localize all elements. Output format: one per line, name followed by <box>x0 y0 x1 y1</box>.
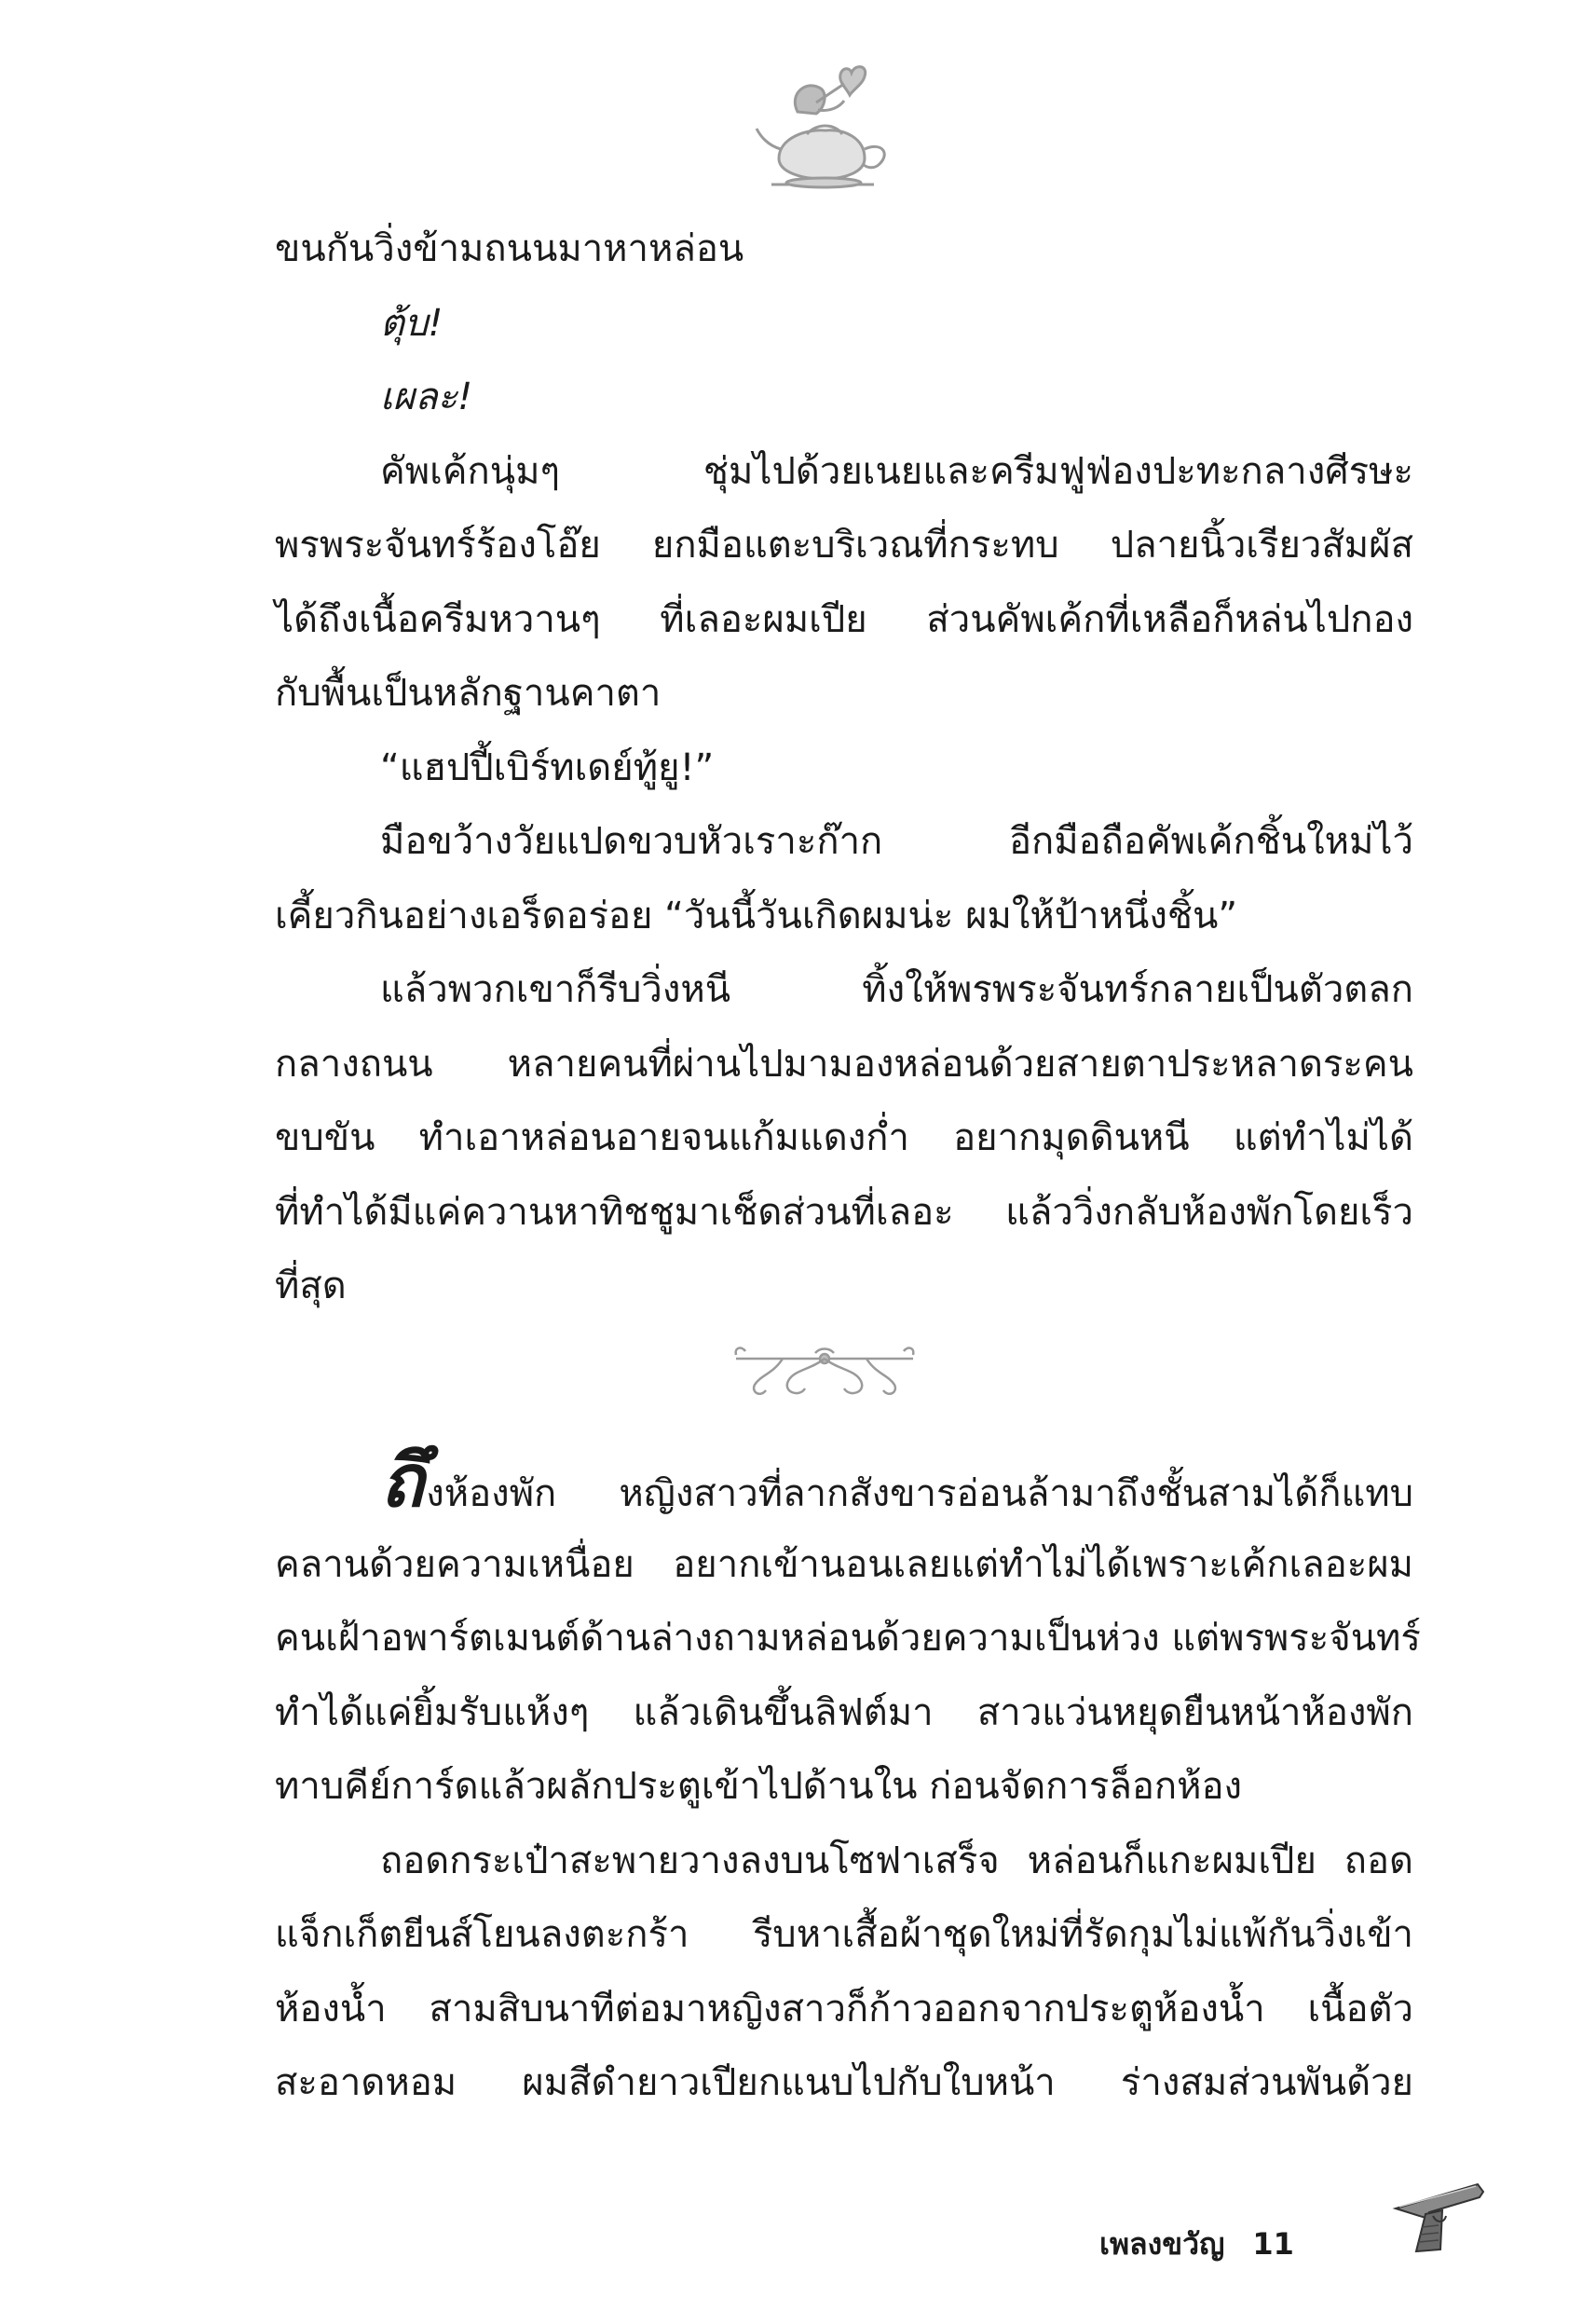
text-line: มือขว้างวัยแปดขวบหัวเราะก๊าก อีกมือถือคัพเค้กชิ้นใหม่ไว้ <box>380 820 1413 863</box>
text-line: พรพระจันทร์ร้องโอ๊ย ยกมือแตะบริเวณที่กระทบ ปลายนิ้วเรียวสัมผัส <box>275 524 1413 567</box>
page-footer <box>1099 2216 1294 2272</box>
scroll-divider-ornament-icon <box>727 1333 922 1407</box>
text-line: ที่สุด <box>275 1265 347 1307</box>
text-line: สะอาดหอม ผมสีดำยาวเปียกแนบไปกับใบหน้า ร่างสมส่วนพันด้วย <box>275 2061 1413 2104</box>
text-line: ทำได้แค่ยิ้มรับแห้งๆ แล้วเดินขึ้นลิฟต์มา สาวแว่นหยุดยืนหน้าห้องพัก <box>275 1690 1413 1734</box>
page-number: 11 <box>1252 2226 1294 2262</box>
paragraph-block-1 <box>275 212 1413 1324</box>
first-line <box>275 1439 1413 1528</box>
text-line: ได้ถึงเนื้อครีมหวานๆ ที่เลอะผมเปีย ส่วนคัพเค้กที่เหลือก็หล่นไปกอง <box>275 597 1413 641</box>
text-line: คัพเค้กนุ่มๆ ชุ่มไปด้วยเนยและครีมฟูฟ่องปะทะกลางศีรษะ <box>380 449 1413 493</box>
text-line: กลางถนน หลายคนที่ผ่านไปมามองหล่อนด้วยสายตาประหลาดระคน <box>275 1042 1413 1086</box>
text-line: ขนกันวิ่งข้ามถนนมาหาหล่อน <box>275 227 744 270</box>
text-line: กับพื้นเป็นหลักฐานคาตา <box>275 672 662 715</box>
text-line: ทาบคีย์การ์ดแล้วผลักประตูเข้าไปด้านใน ก่อนจัดการล็อกห้อง <box>275 1765 1243 1808</box>
text-line: ขบขัน ทำเอาหล่อนอายจนแก้มแดงก่ำ อยากมุดดินหนี แต่ทำไม่ได้ <box>275 1116 1413 1159</box>
text-line: คนเฝ้าอพาร์ตเมนต์ด้านล่างถามหล่อนด้วยความเป็นห่วง แต่พรพระจันทร์ <box>275 1617 1421 1660</box>
dropcap: ถึ <box>380 1439 425 1524</box>
first-line-rest: งห้องพัก หญิงสาวที่ลากสังขารอ่อนล้ามาถึงชั้นสามได้ก็แทบ <box>426 1472 1413 1515</box>
text-line: ตุ้บ! <box>380 301 443 345</box>
text-line: ที่ทำได้มีแค่ควานหาทิชชูมาเช็ดส่วนที่เลอะ แล้ววิ่งกลับห้องพักโดยเร็ว <box>275 1190 1413 1234</box>
book-title: เพลงขวัญ <box>1099 2226 1225 2262</box>
text-line: ห้องน้ำ สามสิบนาทีต่อมาหญิงสาวก็ก้าวออกจากประตูห้องน้ำ เนื้อตัว <box>275 1987 1413 2031</box>
teapot-cupid-ornament-icon <box>751 56 900 196</box>
text-line: เผละ! <box>380 376 473 418</box>
text-line: ถอดกระเป๋าสะพายวางลงบนโซฟาเสร็จ หล่อนก็แกะผมเปีย ถอด <box>380 1839 1413 1882</box>
text-line: แจ็กเก็ตยีนส์โยนลงตะกร้า รีบหาเสื้อผ้าชุดใหม่ที่รัดกุมไม่แพ้กันวิ่งเข้า <box>275 1913 1413 1956</box>
text-line: แล้วพวกเขาก็รีบวิ่งหนี ทิ้งให้พรพระจันทร์กลายเป็นตัวตลก <box>380 968 1413 1011</box>
text-line: “แฮปปี้เบิร์ทเดย์ทู้ยู!” <box>380 745 715 789</box>
text-line: เคี้ยวกินอย่างเอร็ดอร่อย “วันนี้วันเกิดผมน่ะ ผมให้ป้าหนึ่งชิ้น” <box>275 894 1238 937</box>
pistol-icon <box>1388 2171 1491 2255</box>
text-line: คลานด้วยความเหนื่อย อยากเข้านอนเลยแต่ทำไม่ได้เพราะเค้กเลอะผม <box>275 1542 1413 1586</box>
paragraph-block-2 <box>275 1439 1421 2121</box>
